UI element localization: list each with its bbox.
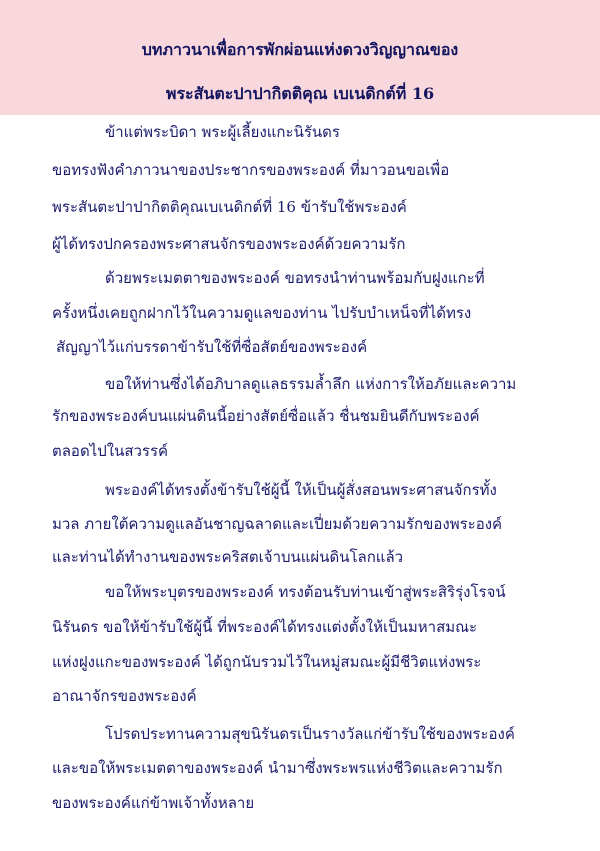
prayer-line: นิรันดร ขอให้ข้ารับใช้ผู้นี้ ที่พระองค์ได้ทรงแต่งตั้งให้เป็นมหาสมณะ: [52, 618, 478, 636]
prayer-line: ตลอดไปในสวรรค์: [52, 442, 169, 460]
prayer-body: [0, 115, 600, 851]
page-title-line-2: พระสันตะปาปากิตติคุณ เบเนดิกต์ที่ 16: [165, 84, 435, 103]
prayer-line: พระสันตะปาปากิตติคุณเบเนดิกต์ที่ 16 ข้ารับใช้พระองค์: [52, 198, 407, 216]
prayer-line: รักของพระองค์บนแผ่นดินนี้อย่างสัตย์ซื่อแล้ว ชื่นชมยินดีกับพระองค์: [52, 407, 480, 425]
prayer-line: โปรดประทานความสุขนิรันดรเป็นรางวัลแก่ข้ารับใช้ของพระองค์: [105, 725, 515, 743]
page-title-line-1: บทภาวนาเพื่อการพักผ่อนแห่งดวงวิญญาณของ: [141, 40, 459, 59]
title-banner: [0, 0, 600, 115]
prayer-line: พระองค์ได้ทรงตั้งข้ารับใช้ผู้นี้ ให้เป็นผู้สั่งสอนพระศาสนจักรทั้ง: [105, 481, 497, 499]
prayer-line: ขอทรงฟังคำภาวนาของประชากรของพระองค์ ที่มาวอนขอเพื่อ: [52, 161, 450, 179]
prayer-line: ขอให้พระบุตรของพระองค์ ทรงต้อนรับท่านเข้าสู่พระสิริรุ่งโรจน์: [105, 583, 506, 601]
prayer-line: ขอให้ท่านซึ่งได้อภิบาลดูแลธรรมล้ำลึก แห่งการให้อภัยและความ: [105, 375, 517, 393]
prayer-line: ข้าแต่พระบิดา พระผู้เลี้ยงแกะนิรันดร: [105, 123, 340, 141]
prayer-line: อาณาจักรของพระองค์: [52, 687, 197, 705]
prayer-line: ของพระองค์แก่ข้าพเจ้าทั้งหลาย: [52, 794, 255, 812]
prayer-line: แห่งฝูงแกะของพระองค์ ได้ถูกนับรวมไว้ในหมู่สมณะผู้มีชีวิตแห่งพระ: [52, 653, 482, 671]
prayer-line: ครั้งหนึ่งเคยถูกฝากไว้ในความดูแลของท่าน ไปรับบำเหน็จที่ได้ทรง: [52, 304, 472, 322]
prayer-line: มวล ภายใต้ความดูแลอันชาญฉลาดและเปี่ยมด้วยความรักของพระองค์: [52, 515, 503, 533]
prayer-line: สัญญาไว้แก่บรรดาข้ารับใช้ที่ซื่อสัตย์ของพระองค์: [56, 338, 368, 356]
prayer-line: ด้วยพระเมตตาของพระองค์ ขอทรงนำท่านพร้อมกับฝูงแกะที่: [105, 269, 485, 287]
prayer-line: และขอให้พระเมตตาของพระองค์ นำมาซึ่งพระพรแห่งชีวิตและความรัก: [52, 759, 503, 777]
prayer-line: และท่านได้ทำงานของพระคริสตเจ้าบนแผ่นดินโลกแล้ว: [52, 548, 404, 566]
prayer-line: ผู้ได้ทรงปกครองพระศาสนจักรของพระองค์ด้วยความรัก: [52, 235, 406, 253]
